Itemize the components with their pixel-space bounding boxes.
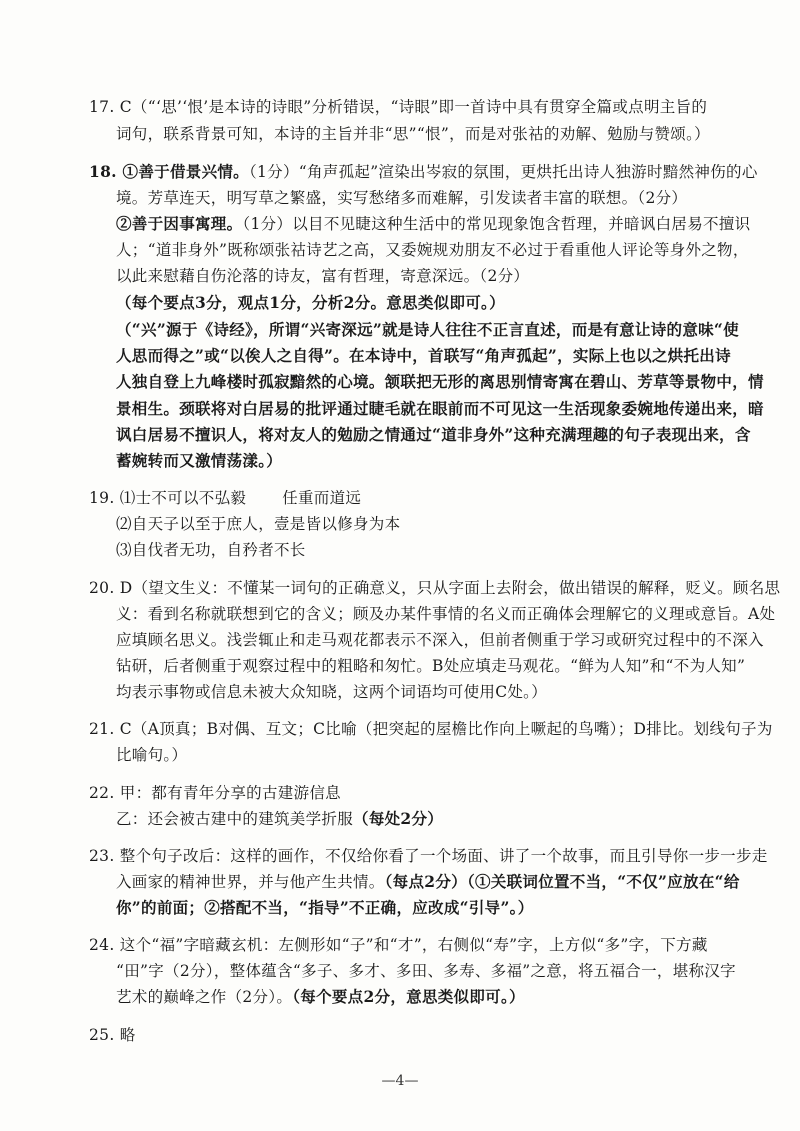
q18-point2-title: ②善于因事寓理。: [116, 214, 243, 233]
q25-line1: 25. 略: [89, 1026, 136, 1044]
q22-line2: [116, 809, 443, 829]
q18-point1-title: 18. ①善于借景兴情。: [89, 162, 249, 181]
q22-line1: 22. 甲：都有青年分享的古建游信息: [89, 784, 341, 802]
q20-line5: 均表示事物或信息未被大众知晓，这两个词语均可使用C处。）: [116, 683, 548, 701]
q19-line3: ⑶自伐者无功，自矜者不长: [116, 541, 306, 559]
q18-point1-line2: 境。芳草连天，明写草之繁盛，实写愁绪多而难解，引发读者丰富的联想。（2分）: [116, 189, 688, 207]
q18-explanation-line5: 讽白居易不擅识人，将对友人的勉励之情通过“道非身外”这种充满理趣的句子表现出来，含: [116, 425, 751, 444]
q24-line3: [116, 987, 525, 1007]
q21-line1: 21. C（A顶真；B对偶、互文；C比喻（把突起的屋檐比作向上噘起的鸟嘴）；D排比。划线句子为: [89, 720, 773, 738]
q19-line1-part1: 19. ⑴士不可以不弘毅: [89, 489, 247, 507]
q19-line1-part2: 任重而道远: [282, 489, 362, 507]
q24-scoring-note: （每个要点2分，意思类似即可。）: [292, 987, 525, 1006]
q18-point2-line2: 人；“道非身外”既称颂张祜诗艺之高，又委婉规劝朋友不必过于看重他人评论等身外之物，: [116, 241, 749, 259]
q24-line3-text: 艺术的巅峰之作（2分）。: [116, 988, 293, 1006]
q20-line1: 20. D（望文生义：不懂某一词句的正确意义，只从字面上去附会，做出错误的解释，贬义。顾名思: [89, 579, 781, 597]
q23-line3: 你”的前面；②搭配不当，“指导”不正确，应改成“引导”。）: [116, 898, 534, 917]
q17-line1: 17. C（“‘思’‘恨’是本诗的诗眼”分析错误，“诗眼”即一首诗中具有贯穿全篇或点明主旨的: [89, 98, 708, 116]
q20-line2: 义：看到名称就联想到它的含义；顾及办某件事情的名义而正确体会理解它的义理或意旨。A处: [116, 605, 776, 623]
page-number: —4—: [381, 1073, 419, 1089]
q17-line2: 词句，联系背景可知，本诗的主旨并非“思”“恨”，而是对张祜的劝解、勉励与赞颂。）: [116, 125, 710, 143]
q18-point2-text: （1分）以目不见睫这种生活中的常见现象饱含哲理，并暗讽白居易不擅识: [242, 215, 751, 233]
q18-point1-line1: [89, 162, 758, 182]
q18-point1-text: （1分）“角声孤起”渲染出岑寂的氛围，更烘托出诗人独游时黯然神伤的心: [248, 163, 758, 181]
q18-point2-line1: [116, 214, 750, 234]
q24-line2: “田”字（2分），整体蕴含“多子、多才、多田、多寿、多福”之意，将五福合一，堪称汉字: [116, 962, 736, 980]
q23-line1: 23. 整个句子改后：这样的画作，不仅给你看了一个场面、讲了一个故事，而且引导你一步一步走: [89, 847, 768, 865]
q18-explanation-line6: 蓄婉转而又激情荡漾。）: [116, 451, 283, 470]
q20-line4: 钻研，后者侧重于观察过程中的粗略和匆忙。B处应填走马观花。“鲜为人知”和“不为人知”: [116, 657, 746, 675]
q24-line1: 24. 这个“福”字暗藏玄机：左侧形如“子”和“才”，右侧似“寿”字，上方似“多”字，下方藏: [89, 936, 708, 954]
q19-line1: [89, 488, 361, 508]
q22-line2-text: 乙：还会被古建中的建筑美学折服: [116, 810, 354, 828]
q18-point2-line3: 以此来慰藉自伤沦落的诗友，富有哲理，寄意深远。（2分）: [116, 267, 530, 285]
q21-line2: 比喻句。）: [116, 746, 188, 764]
q23-scoring-note: （每点2分）（①关联词位置不当，“不仅”应放在“给: [384, 872, 740, 891]
q23-line2: [116, 872, 740, 892]
q20-line3: 应填顾名思义。浅尝辄止和走马观花都表示不深入，但前者侧重于学习或研究过程中的不深入: [116, 631, 764, 649]
q19-line2: ⑵自天子以至于庶人，壹是皆以修身为本: [116, 515, 401, 533]
q18-explanation-line4: 景相生。颈联将对白居易的批评通过睫毛就在眼前而不可见这一生活现象委婉地传递出来，暗: [116, 399, 764, 418]
q23-line2-text: 入画家的精神世界，并与他产生共情。: [116, 873, 385, 891]
q22-scoring-note: （每处2分）: [353, 809, 444, 828]
q18-explanation-line2: 人思而得之”或“以俟人之自得”。在本诗中，首联写“角声孤起”，实际上也以之烘托出诗: [116, 346, 731, 365]
q18-scoring-note: （每个要点3分，观点1分，分析2分。意思类似即可。）: [116, 293, 505, 312]
q18-explanation-line1: （“兴”源于《诗经》，所谓“兴寄深远”就是诗人往往不正言直述，而是有意让诗的意味“使: [116, 320, 739, 339]
q18-explanation-line3: 人独自登上九峰楼时孤寂黯然的心境。颔联把无形的离思别情寄寓在碧山、芳草等景物中，情: [116, 372, 764, 391]
